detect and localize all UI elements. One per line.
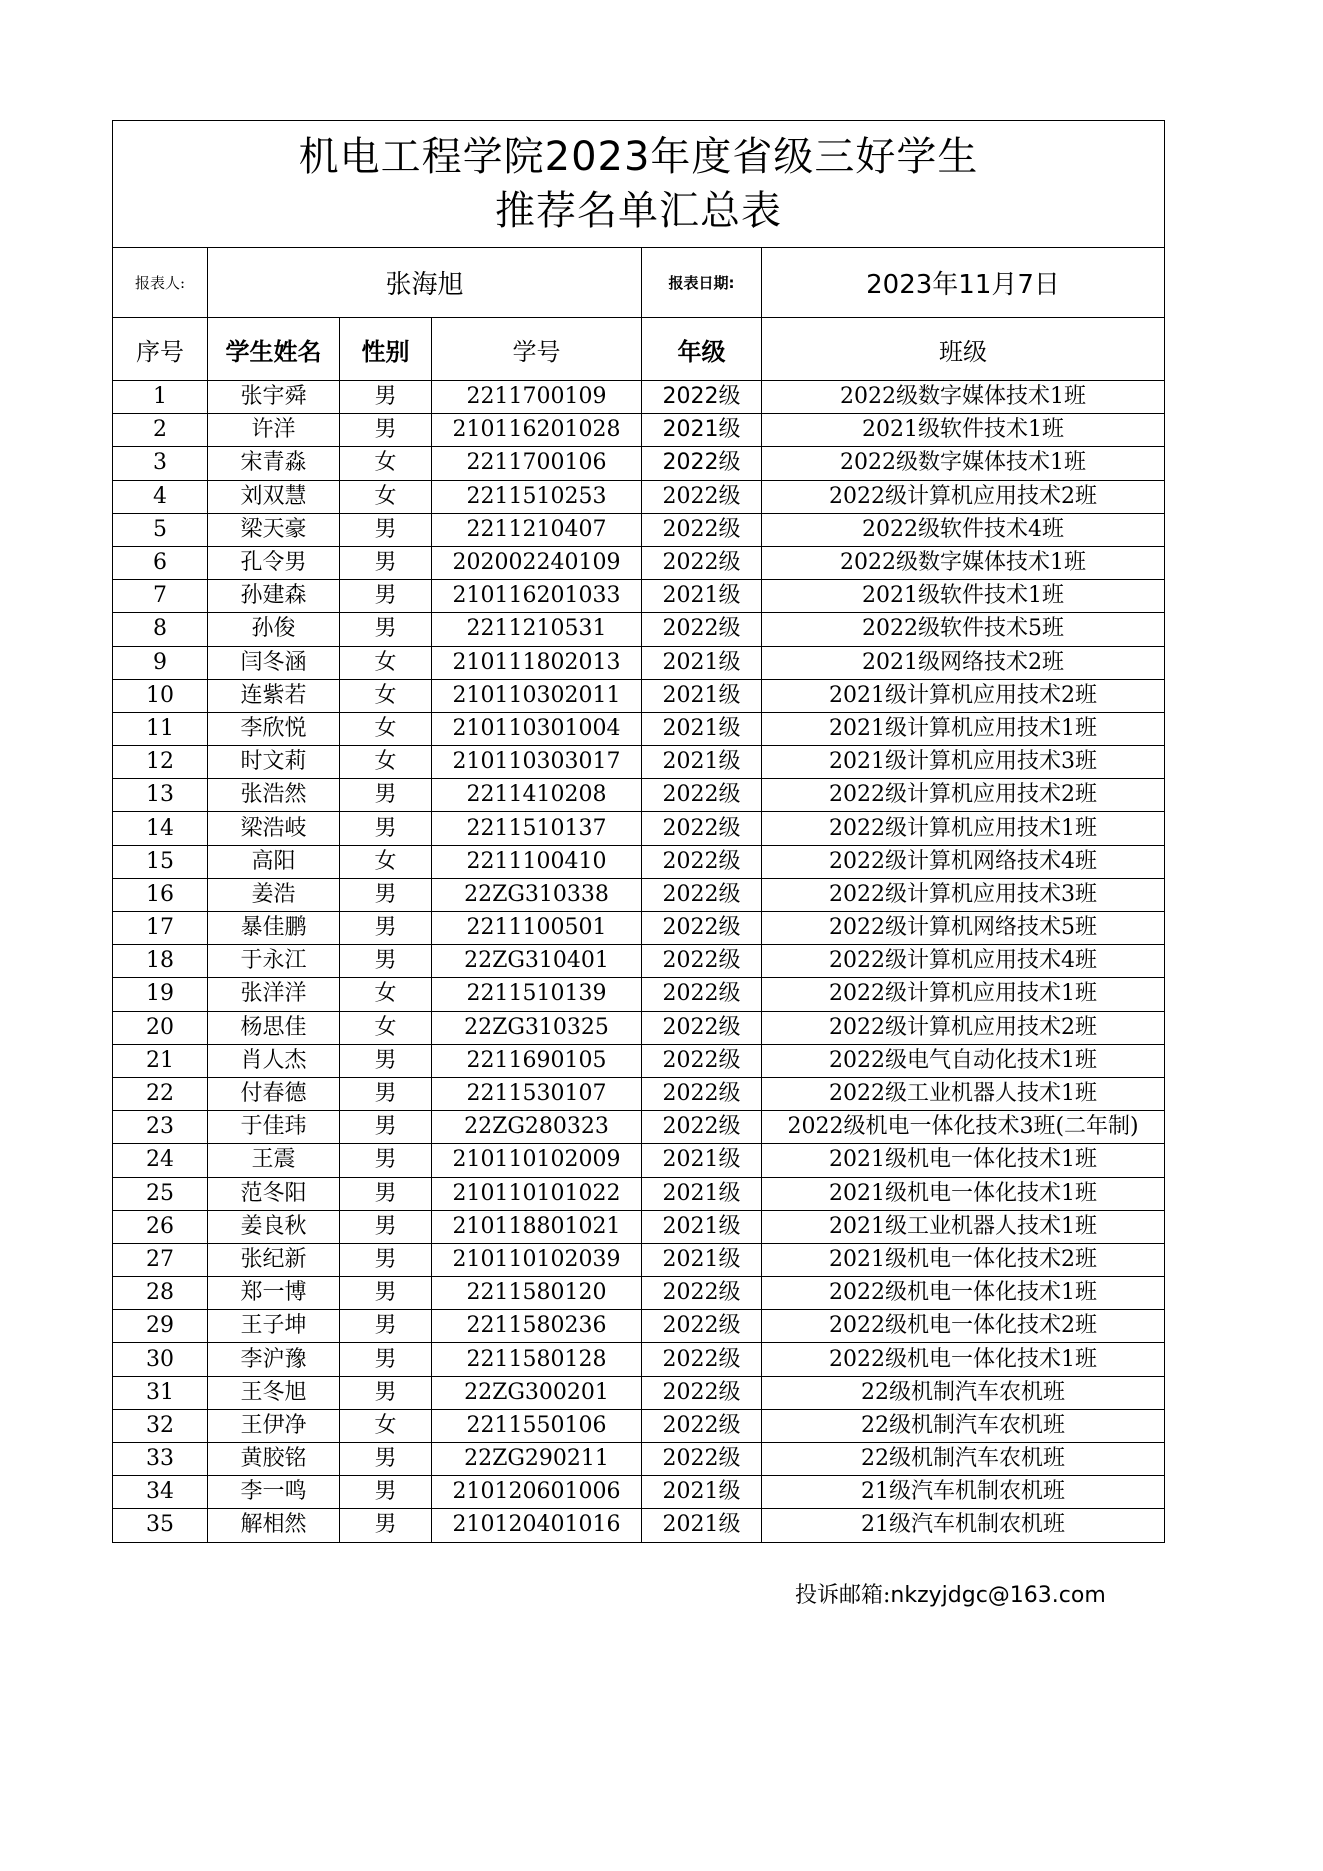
cell-grade: 2022级 (642, 1044, 762, 1077)
cell-name: 张浩然 (208, 779, 340, 812)
cell-name: 王冬旭 (208, 1376, 340, 1409)
cell-student-id: 2211510139 (432, 978, 642, 1011)
cell-grade: 2022级 (642, 912, 762, 945)
table-row (113, 613, 1165, 646)
table-row (113, 1409, 1165, 1442)
cell-grade: 2022级 (642, 613, 762, 646)
cell-student-id: 2211100410 (432, 845, 642, 878)
cell-gender: 女 (340, 1011, 432, 1044)
cell-grade: 2022级 (642, 1277, 762, 1310)
cell-no: 21 (113, 1044, 208, 1077)
cell-class: 2021级工业机器人技术1班 (762, 1210, 1165, 1243)
cell-name: 孔令男 (208, 546, 340, 579)
cell-student-id: 210110303017 (432, 746, 642, 779)
cell-gender: 男 (340, 613, 432, 646)
table-row (113, 1310, 1165, 1343)
title-row (113, 121, 1165, 248)
meta-row (113, 248, 1165, 318)
cell-grade: 2021级 (642, 679, 762, 712)
title-line-2: 推荐名单汇总表 (495, 188, 783, 234)
cell-no: 18 (113, 945, 208, 978)
cell-name: 黄胶铭 (208, 1443, 340, 1476)
cell-gender: 男 (340, 878, 432, 911)
cell-gender: 男 (340, 1177, 432, 1210)
recommendation-table (112, 120, 1165, 1543)
cell-name: 时文莉 (208, 746, 340, 779)
cell-student-id: 22ZG290211 (432, 1443, 642, 1476)
cell-class: 21级汽车机制农机班 (762, 1509, 1165, 1542)
cell-no: 23 (113, 1111, 208, 1144)
table-row (113, 679, 1165, 712)
cell-student-id: 2211580236 (432, 1310, 642, 1343)
cell-name: 许洋 (208, 414, 340, 447)
report-date: 2023年11月7日 (762, 248, 1165, 318)
table-row (113, 1343, 1165, 1376)
cell-no: 7 (113, 580, 208, 613)
cell-name: 李欣悦 (208, 712, 340, 745)
cell-student-id: 2211410208 (432, 779, 642, 812)
cell-class: 2022级计算机网络技术4班 (762, 845, 1165, 878)
cell-class: 2022级计算机应用技术4班 (762, 945, 1165, 978)
table-row (113, 1376, 1165, 1409)
cell-gender: 男 (340, 1144, 432, 1177)
cell-student-id: 2211700109 (432, 381, 642, 414)
cell-name: 李沪豫 (208, 1343, 340, 1376)
cell-class: 2022级计算机应用技术2班 (762, 480, 1165, 513)
cell-name: 解相然 (208, 1509, 340, 1542)
cell-class: 2022级计算机应用技术1班 (762, 978, 1165, 1011)
cell-class: 2021级机电一体化技术2班 (762, 1243, 1165, 1276)
cell-gender: 男 (340, 1044, 432, 1077)
table-row (113, 1277, 1165, 1310)
cell-name: 梁浩岐 (208, 812, 340, 845)
cell-grade: 2021级 (642, 414, 762, 447)
cell-gender: 男 (340, 912, 432, 945)
cell-name: 肖人杰 (208, 1044, 340, 1077)
cell-grade: 2022级 (642, 945, 762, 978)
complaint-email-address: nkzyjdgc@163.com (890, 1583, 1106, 1608)
cell-no: 19 (113, 978, 208, 1011)
table-row (113, 1011, 1165, 1044)
table-row (113, 580, 1165, 613)
cell-student-id: 210110101022 (432, 1177, 642, 1210)
cell-student-id: 210110102039 (432, 1243, 642, 1276)
cell-class: 2022级软件技术4班 (762, 513, 1165, 546)
cell-class: 2021级计算机应用技术3班 (762, 746, 1165, 779)
reporter-name: 张海旭 (208, 248, 642, 318)
cell-student-id: 210110102009 (432, 1144, 642, 1177)
cell-class: 21级汽车机制农机班 (762, 1476, 1165, 1509)
table-row (113, 1044, 1165, 1077)
cell-name: 于佳玮 (208, 1111, 340, 1144)
cell-name: 闫冬涵 (208, 646, 340, 679)
cell-name: 范冬阳 (208, 1177, 340, 1210)
cell-grade: 2021级 (642, 1177, 762, 1210)
cell-no: 10 (113, 679, 208, 712)
cell-no: 27 (113, 1243, 208, 1276)
cell-gender: 女 (340, 447, 432, 480)
cell-name: 连紫若 (208, 679, 340, 712)
cell-grade: 2021级 (642, 1476, 762, 1509)
cell-student-id: 210116201028 (432, 414, 642, 447)
cell-no: 11 (113, 712, 208, 745)
cell-grade: 2021级 (642, 580, 762, 613)
cell-class: 2022级电气自动化技术1班 (762, 1044, 1165, 1077)
cell-student-id: 2211530107 (432, 1077, 642, 1110)
cell-grade: 2021级 (642, 646, 762, 679)
table-row (113, 546, 1165, 579)
cell-student-id: 22ZG310338 (432, 878, 642, 911)
cell-name: 张洋洋 (208, 978, 340, 1011)
cell-gender: 男 (340, 513, 432, 546)
cell-no: 28 (113, 1277, 208, 1310)
cell-gender: 女 (340, 712, 432, 745)
cell-name: 王伊净 (208, 1409, 340, 1442)
cell-class: 22级机制汽车农机班 (762, 1443, 1165, 1476)
cell-name: 梁天豪 (208, 513, 340, 546)
cell-class: 2021级计算机应用技术1班 (762, 712, 1165, 745)
cell-grade: 2022级 (642, 1343, 762, 1376)
reporter-label: 报表人: (113, 248, 208, 318)
cell-class: 2021级机电一体化技术1班 (762, 1177, 1165, 1210)
table-row (113, 646, 1165, 679)
cell-name: 暴佳鹏 (208, 912, 340, 945)
cell-gender: 女 (340, 978, 432, 1011)
cell-no: 35 (113, 1509, 208, 1542)
table-row (113, 1144, 1165, 1177)
table-row (113, 746, 1165, 779)
cell-no: 29 (113, 1310, 208, 1343)
table-row (113, 812, 1165, 845)
cell-no: 17 (113, 912, 208, 945)
table-row (113, 978, 1165, 1011)
cell-student-id: 2211580120 (432, 1277, 642, 1310)
cell-student-id: 22ZG280323 (432, 1111, 642, 1144)
cell-no: 20 (113, 1011, 208, 1044)
cell-name: 郑一博 (208, 1277, 340, 1310)
table-row (113, 381, 1165, 414)
cell-grade: 2021级 (642, 1509, 762, 1542)
date-label: 报表日期: (642, 248, 762, 318)
cell-name: 刘双慧 (208, 480, 340, 513)
cell-grade: 2021级 (642, 746, 762, 779)
cell-grade: 2022级 (642, 1077, 762, 1110)
table-row (113, 447, 1165, 480)
cell-grade: 2022级 (642, 1376, 762, 1409)
cell-name: 王子坤 (208, 1310, 340, 1343)
title-line-1: 机电工程学院2023年度省级三好学生 (298, 134, 979, 180)
cell-class: 2022级计算机应用技术3班 (762, 878, 1165, 911)
cell-student-id: 2211100501 (432, 912, 642, 945)
cell-class: 2022级数字媒体技术1班 (762, 447, 1165, 480)
cell-class: 2021级计算机应用技术2班 (762, 679, 1165, 712)
cell-no: 26 (113, 1210, 208, 1243)
cell-name: 杨思佳 (208, 1011, 340, 1044)
cell-name: 于永江 (208, 945, 340, 978)
table-row (113, 1509, 1165, 1542)
table-row (113, 912, 1165, 945)
cell-gender: 男 (340, 414, 432, 447)
cell-no: 32 (113, 1409, 208, 1442)
header-name: 学生姓名 (208, 318, 340, 381)
table-row (113, 1243, 1165, 1276)
cell-grade: 2022级 (642, 1111, 762, 1144)
cell-grade: 2022级 (642, 1310, 762, 1343)
cell-grade: 2022级 (642, 381, 762, 414)
cell-student-id: 210116201033 (432, 580, 642, 613)
table-title (113, 121, 1165, 248)
cell-gender: 男 (340, 945, 432, 978)
cell-name: 姜浩 (208, 878, 340, 911)
cell-no: 30 (113, 1343, 208, 1376)
cell-class: 2021级机电一体化技术1班 (762, 1144, 1165, 1177)
cell-student-id: 210110302011 (432, 679, 642, 712)
table-row (113, 1177, 1165, 1210)
cell-student-id: 2211210531 (432, 613, 642, 646)
cell-gender: 男 (340, 1111, 432, 1144)
table-row (113, 1210, 1165, 1243)
cell-gender: 男 (340, 779, 432, 812)
cell-grade: 2022级 (642, 1011, 762, 1044)
cell-no: 15 (113, 845, 208, 878)
cell-gender: 男 (340, 1310, 432, 1343)
table-row (113, 712, 1165, 745)
cell-grade: 2022级 (642, 779, 762, 812)
cell-gender: 男 (340, 1210, 432, 1243)
cell-gender: 女 (340, 1409, 432, 1442)
cell-gender: 男 (340, 1277, 432, 1310)
table-row (113, 1111, 1165, 1144)
cell-class: 2022级机电一体化技术1班 (762, 1277, 1165, 1310)
cell-name: 张宇舜 (208, 381, 340, 414)
cell-no: 22 (113, 1077, 208, 1110)
cell-gender: 男 (340, 812, 432, 845)
table-row (113, 480, 1165, 513)
cell-grade: 2022级 (642, 812, 762, 845)
cell-no: 33 (113, 1443, 208, 1476)
cell-class: 2022级计算机应用技术2班 (762, 1011, 1165, 1044)
cell-class: 2022级计算机应用技术1班 (762, 812, 1165, 845)
cell-no: 34 (113, 1476, 208, 1509)
cell-gender: 男 (340, 1077, 432, 1110)
cell-student-id: 22ZG300201 (432, 1376, 642, 1409)
cell-class: 2021级软件技术1班 (762, 414, 1165, 447)
cell-class: 2022级计算机应用技术2班 (762, 779, 1165, 812)
cell-student-id: 2211550106 (432, 1409, 642, 1442)
cell-grade: 2022级 (642, 1409, 762, 1442)
header-class: 班级 (762, 318, 1165, 381)
cell-class: 2022级机电一体化技术2班 (762, 1310, 1165, 1343)
cell-no: 8 (113, 613, 208, 646)
cell-no: 2 (113, 414, 208, 447)
cell-class: 2022级数字媒体技术1班 (762, 546, 1165, 579)
cell-gender: 男 (340, 1376, 432, 1409)
cell-grade: 2022级 (642, 1443, 762, 1476)
cell-name: 姜良秋 (208, 1210, 340, 1243)
cell-student-id: 2211210407 (432, 513, 642, 546)
cell-class: 22级机制汽车农机班 (762, 1376, 1165, 1409)
cell-student-id: 2211700106 (432, 447, 642, 480)
cell-gender: 女 (340, 646, 432, 679)
cell-no: 25 (113, 1177, 208, 1210)
cell-grade: 2022级 (642, 878, 762, 911)
cell-grade: 2022级 (642, 513, 762, 546)
cell-student-id: 210111802013 (432, 646, 642, 679)
cell-class: 2021级网络技术2班 (762, 646, 1165, 679)
cell-gender: 男 (340, 546, 432, 579)
cell-class: 22级机制汽车农机班 (762, 1409, 1165, 1442)
cell-gender: 女 (340, 679, 432, 712)
cell-gender: 男 (340, 1343, 432, 1376)
table-row (113, 1077, 1165, 1110)
cell-gender: 女 (340, 480, 432, 513)
cell-name: 宋青淼 (208, 447, 340, 480)
cell-no: 6 (113, 546, 208, 579)
cell-student-id: 202002240109 (432, 546, 642, 579)
cell-name: 孙建森 (208, 580, 340, 613)
cell-grade: 2022级 (642, 845, 762, 878)
cell-grade: 2021级 (642, 1243, 762, 1276)
cell-grade: 2021级 (642, 712, 762, 745)
table-row (113, 845, 1165, 878)
cell-gender: 男 (340, 1443, 432, 1476)
cell-gender: 男 (340, 1476, 432, 1509)
cell-grade: 2022级 (642, 447, 762, 480)
cell-name: 王震 (208, 1144, 340, 1177)
cell-class: 2022级机电一体化技术1班 (762, 1343, 1165, 1376)
cell-no: 24 (113, 1144, 208, 1177)
cell-name: 高阳 (208, 845, 340, 878)
cell-name: 孙俊 (208, 613, 340, 646)
cell-class: 2022级机电一体化技术3班(二年制) (762, 1111, 1165, 1144)
table-row (113, 779, 1165, 812)
cell-gender: 男 (340, 1243, 432, 1276)
cell-name: 张纪新 (208, 1243, 340, 1276)
table-row (113, 513, 1165, 546)
cell-student-id: 210110301004 (432, 712, 642, 745)
cell-class: 2021级软件技术1班 (762, 580, 1165, 613)
cell-student-id: 2211510137 (432, 812, 642, 845)
cell-no: 4 (113, 480, 208, 513)
cell-gender: 男 (340, 1509, 432, 1542)
cell-gender: 女 (340, 746, 432, 779)
cell-no: 31 (113, 1376, 208, 1409)
cell-class: 2022级软件技术5班 (762, 613, 1165, 646)
cell-no: 12 (113, 746, 208, 779)
cell-no: 1 (113, 381, 208, 414)
complaint-email-label: 投诉邮箱: (795, 1583, 891, 1608)
header-student-id: 学号 (432, 318, 642, 381)
cell-class: 2022级工业机器人技术1班 (762, 1077, 1165, 1110)
cell-student-id: 210118801021 (432, 1210, 642, 1243)
header-grade: 年级 (642, 318, 762, 381)
cell-name: 付春德 (208, 1077, 340, 1110)
cell-student-id: 22ZG310325 (432, 1011, 642, 1044)
complaint-email (795, 1578, 1106, 1609)
cell-no: 13 (113, 779, 208, 812)
table-row (113, 1443, 1165, 1476)
cell-student-id: 2211690105 (432, 1044, 642, 1077)
table-row (113, 945, 1165, 978)
header-row (113, 318, 1165, 381)
cell-student-id: 2211580128 (432, 1343, 642, 1376)
cell-no: 3 (113, 447, 208, 480)
cell-no: 14 (113, 812, 208, 845)
cell-class: 2022级计算机网络技术5班 (762, 912, 1165, 945)
table-row (113, 878, 1165, 911)
cell-no: 16 (113, 878, 208, 911)
cell-grade: 2022级 (642, 978, 762, 1011)
cell-grade: 2021级 (642, 1210, 762, 1243)
header-no: 序号 (113, 318, 208, 381)
cell-gender: 男 (340, 580, 432, 613)
cell-grade: 2022级 (642, 546, 762, 579)
cell-name: 李一鸣 (208, 1476, 340, 1509)
table-row (113, 414, 1165, 447)
cell-class: 2022级数字媒体技术1班 (762, 381, 1165, 414)
cell-no: 5 (113, 513, 208, 546)
cell-gender: 男 (340, 381, 432, 414)
cell-gender: 女 (340, 845, 432, 878)
header-gender: 性别 (340, 318, 432, 381)
cell-student-id: 210120601006 (432, 1476, 642, 1509)
cell-student-id: 22ZG310401 (432, 945, 642, 978)
cell-student-id: 2211510253 (432, 480, 642, 513)
cell-grade: 2021级 (642, 1144, 762, 1177)
cell-grade: 2022级 (642, 480, 762, 513)
cell-no: 9 (113, 646, 208, 679)
cell-student-id: 210120401016 (432, 1509, 642, 1542)
table-row (113, 1476, 1165, 1509)
